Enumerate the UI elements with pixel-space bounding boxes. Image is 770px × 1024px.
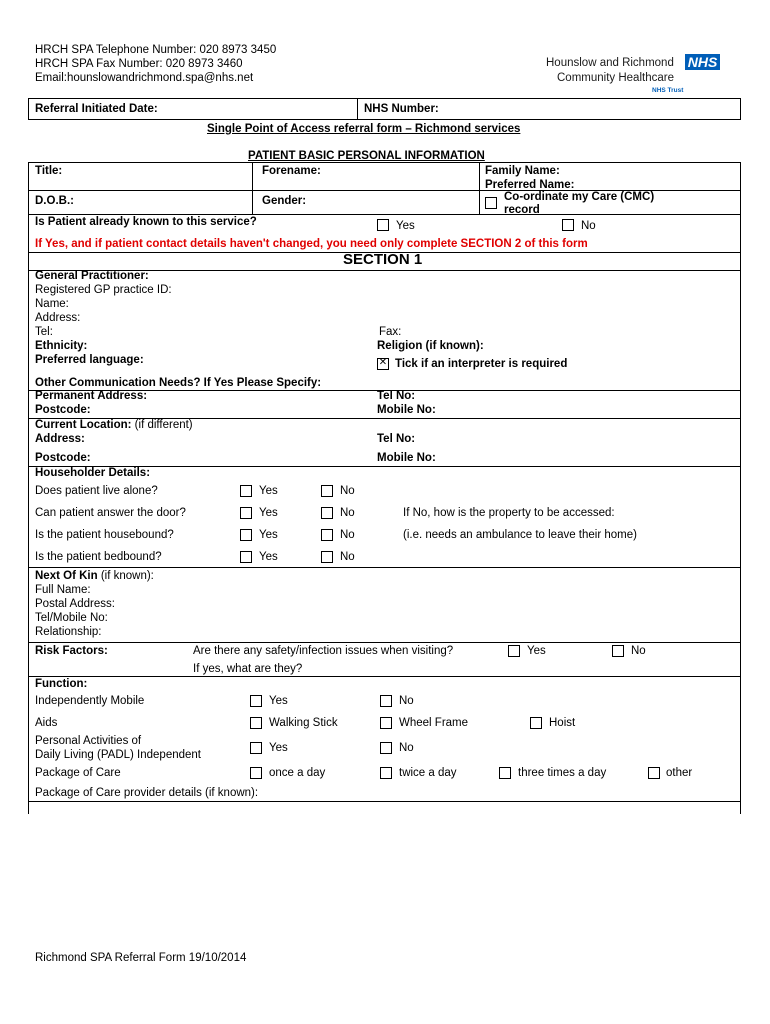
cmc-checkbox[interactable]: [485, 197, 497, 209]
other-label: other: [666, 767, 693, 779]
preferred-name-label: Preferred Name:: [485, 179, 575, 191]
gp-practice-id-label: Registered GP practice ID:: [35, 284, 172, 296]
care-provider-label: Package of Care provider details (if known):: [35, 787, 259, 799]
next-of-kin-heading: Next Of Kin (if known):: [35, 570, 154, 582]
householder-heading: Householder Details:: [35, 467, 151, 479]
property-access-label: If No, how is the property to be accessed:: [403, 507, 615, 519]
current-postcode-label: Postcode:: [35, 452, 91, 464]
family-name-label: Family Name:: [485, 165, 560, 177]
footer-form-version: Richmond SPA Referral Form 19/10/2014: [35, 952, 247, 964]
permanent-postcode-label: Postcode:: [35, 404, 91, 416]
padl-label-2: Daily Living (PADL) Independent: [35, 749, 201, 761]
gp-fax-label: Fax:: [379, 326, 402, 338]
mobile-no-label: No: [399, 695, 414, 707]
cmc-label-1: Co-ordinate my Care (CMC): [504, 191, 655, 203]
interpreter-label: Tick if an interpreter is required: [395, 358, 568, 370]
answer-door-yes-label: Yes: [259, 507, 278, 519]
risk-yes-checkbox[interactable]: [508, 645, 520, 657]
gp-address-label: Address:: [35, 312, 81, 324]
bedbound-yes-checkbox[interactable]: [240, 551, 252, 563]
mobile-yes-checkbox[interactable]: [250, 695, 262, 707]
housebound-yes-label: Yes: [259, 529, 278, 541]
once-a-day-label: once a day: [269, 767, 326, 779]
interpreter-checkbox[interactable]: [377, 358, 389, 370]
once-a-day-checkbox[interactable]: [250, 767, 262, 779]
risk-factors-heading: Risk Factors:: [35, 645, 108, 657]
spa-email: Email:hounslowandrichmond.spa@nhs.net: [35, 72, 254, 84]
gp-name-label: Name:: [35, 298, 69, 310]
walking-stick-checkbox[interactable]: [250, 717, 262, 729]
section2-note: If Yes, and if patient contact details haven't changed, you need only complete SECTION 2 of this form: [35, 238, 588, 250]
live-alone-yes-label: Yes: [259, 485, 278, 497]
padl-yes-label: Yes: [269, 742, 288, 754]
form-title: Single Point of Access referral form – Richmond services: [207, 123, 521, 135]
other-communication-label: Other Communication Needs? If Yes Please Specify:: [35, 377, 322, 389]
ethnicity-label: Ethnicity:: [35, 340, 88, 352]
referral-date-label: Referral Initiated Date:: [35, 103, 158, 115]
current-mobile-label: Mobile No:: [377, 452, 436, 464]
dob-label: D.O.B.:: [35, 195, 74, 207]
current-address-label: Address:: [35, 433, 85, 445]
risk-followup-label: If yes, what are they?: [193, 663, 303, 675]
walking-stick-label: Walking Stick: [269, 717, 338, 729]
aids-label: Aids: [35, 717, 58, 729]
twice-a-day-checkbox[interactable]: [380, 767, 392, 779]
function-heading: Function:: [35, 678, 88, 690]
nok-postal-address-label: Postal Address:: [35, 598, 115, 610]
nhs-trust-label: NHS Trust: [652, 87, 684, 94]
live-alone-no-checkbox[interactable]: [321, 485, 333, 497]
answer-door-no-checkbox[interactable]: [321, 507, 333, 519]
logo-line-1: Hounslow and Richmond: [546, 57, 674, 69]
known-yes-label: Yes: [396, 220, 415, 232]
other-checkbox[interactable]: [648, 767, 660, 779]
permanent-tel-label: Tel No:: [377, 390, 416, 402]
preferred-language-label: Preferred language:: [35, 354, 144, 366]
section1-heading: SECTION 1: [343, 251, 423, 268]
nok-full-name-label: Full Name:: [35, 584, 91, 596]
answer-door-yes-checkbox[interactable]: [240, 507, 252, 519]
housebound-label: Is the patient housebound?: [35, 529, 174, 541]
wheel-frame-checkbox[interactable]: [380, 717, 392, 729]
risk-no-checkbox[interactable]: [612, 645, 624, 657]
wheel-frame-label: Wheel Frame: [399, 717, 469, 729]
bedbound-no-label: No: [340, 551, 355, 563]
known-to-service-label: Is Patient already known to this service?: [35, 216, 257, 228]
housebound-no-checkbox[interactable]: [321, 529, 333, 541]
safety-question-label: Are there any safety/infection issues when visiting?: [193, 645, 454, 657]
mobile-yes-label: Yes: [269, 695, 288, 707]
mobile-no-checkbox[interactable]: [380, 695, 392, 707]
gender-label: Gender:: [262, 195, 307, 207]
hoist-checkbox[interactable]: [530, 717, 542, 729]
bedbound-no-checkbox[interactable]: [321, 551, 333, 563]
known-no-checkbox[interactable]: [562, 219, 574, 231]
known-yes-checkbox[interactable]: [377, 219, 389, 231]
gp-heading: General Practitioner:: [35, 270, 149, 282]
padl-no-checkbox[interactable]: [380, 742, 392, 754]
answer-door-no-label: No: [340, 507, 355, 519]
nok-relationship-label: Relationship:: [35, 626, 102, 638]
forename-label: Forename:: [262, 165, 321, 177]
religion-label: Religion (if known):: [377, 340, 484, 352]
three-times-checkbox[interactable]: [499, 767, 511, 779]
title-label: Title:: [35, 165, 63, 177]
package-of-care-label: Package of Care: [35, 767, 121, 779]
live-alone-no-label: No: [340, 485, 355, 497]
padl-label-1: Personal Activities of: [35, 735, 142, 747]
three-times-label: three times a day: [518, 767, 607, 779]
permanent-mobile-label: Mobile No:: [377, 404, 436, 416]
permanent-address-label: Permanent Address:: [35, 390, 148, 402]
cmc-label-2: record: [504, 204, 540, 216]
nhs-badge: NHS: [685, 54, 720, 70]
housebound-yes-checkbox[interactable]: [240, 529, 252, 541]
mobile-label: Independently Mobile: [35, 695, 145, 707]
housebound-no-label: No: [340, 529, 355, 541]
spa-fax: HRCH SPA Fax Number: 020 8973 3460: [35, 58, 243, 70]
current-location-label: Current Location: (if different): [35, 419, 193, 431]
padl-yes-checkbox[interactable]: [250, 742, 262, 754]
bedbound-yes-label: Yes: [259, 551, 278, 563]
current-tel-label: Tel No:: [377, 433, 416, 445]
risk-yes-label: Yes: [527, 645, 546, 657]
hoist-label: Hoist: [549, 717, 576, 729]
nhs-number-label: NHS Number:: [364, 103, 439, 115]
nok-tel-label: Tel/Mobile No:: [35, 612, 108, 624]
padl-no-label: No: [399, 742, 414, 754]
property-access-example: (i.e. needs an ambulance to leave their home): [403, 529, 637, 541]
gp-tel-label: Tel:: [35, 326, 53, 338]
answer-door-label: Can patient answer the door?: [35, 507, 186, 519]
bedbound-label: Is the patient bedbound?: [35, 551, 162, 563]
live-alone-label: Does patient live alone?: [35, 485, 158, 497]
live-alone-yes-checkbox[interactable]: [240, 485, 252, 497]
risk-no-label: No: [631, 645, 646, 657]
patient-info-heading: PATIENT BASIC PERSONAL INFORMATION: [248, 150, 485, 162]
known-no-label: No: [581, 220, 596, 232]
logo-line-2: Community Healthcare: [557, 72, 674, 84]
twice-a-day-label: twice a day: [399, 767, 457, 779]
spa-telephone: HRCH SPA Telephone Number: 020 8973 3450: [35, 44, 277, 56]
